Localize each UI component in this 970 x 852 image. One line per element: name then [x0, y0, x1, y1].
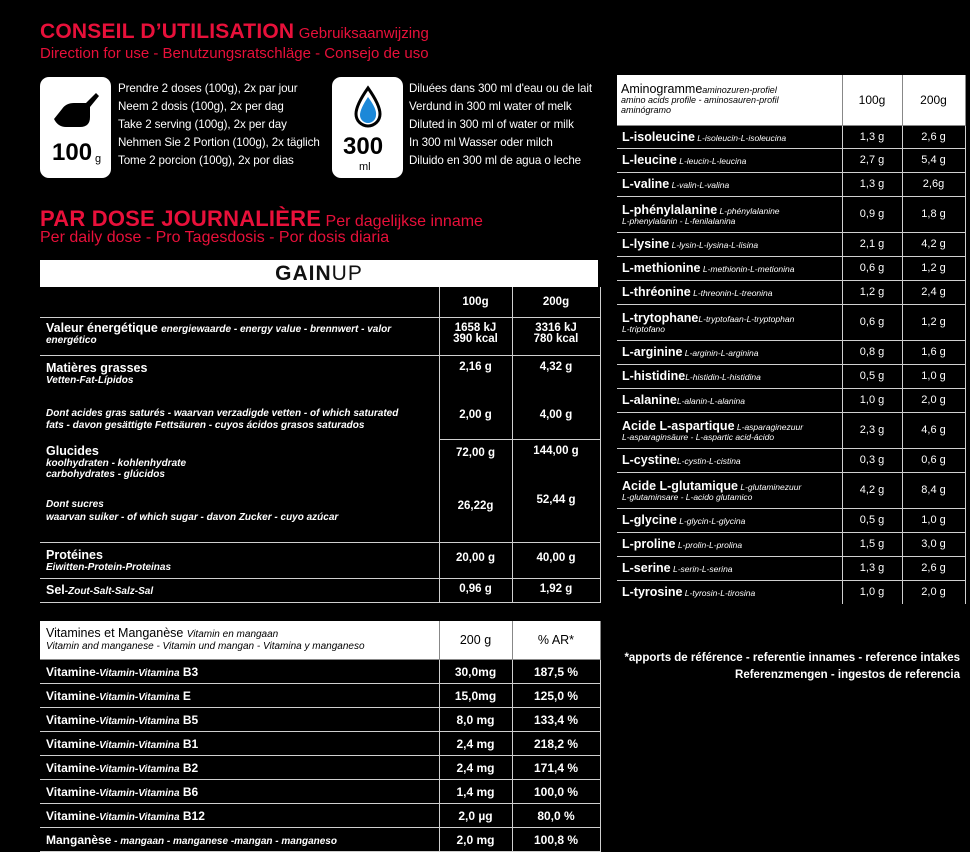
- amino-label: L-proline L-prolin-L-prolina: [617, 532, 842, 556]
- fat-label-cell: [40, 355, 439, 439]
- water-icon-box: [332, 77, 403, 178]
- amino-col-200g: 200g: [902, 75, 965, 125]
- sugars-title: Dont sucres: [46, 499, 104, 510]
- carbs-200g: [512, 439, 600, 542]
- salt-sub: -Zout-Salt-Salz-Sal: [64, 585, 154, 597]
- col-100g: 100g: [439, 287, 512, 317]
- fat-200g: [512, 355, 600, 439]
- footnote-line: *apports de référence - referentie innames - reference intakes: [624, 652, 960, 664]
- vitamin-ar: 80,0 %: [512, 804, 600, 828]
- protein-label-cell: [40, 542, 439, 578]
- carbs-100g: [439, 439, 512, 542]
- amino-table: [617, 75, 966, 604]
- amino-label: L-histidineL-histidin-L-histidina: [617, 364, 842, 388]
- salt-200g: 1,92 g: [512, 578, 600, 602]
- amino-100g: 1,3 g: [842, 556, 902, 580]
- vitamin-amount: 1,4 mg: [439, 780, 512, 804]
- amino-100g: 1,3 g: [842, 125, 902, 148]
- amino-row: [617, 125, 965, 148]
- amino-label: L-thréonine L-threonin-L-treonina: [617, 280, 842, 304]
- vitamin-amount: 30,0mg: [439, 660, 512, 684]
- protein-sub: Eiwitten-Protein-Proteinas: [46, 561, 172, 573]
- water-instructions: [409, 80, 592, 170]
- carbs-value: 144,00 g: [533, 444, 579, 457]
- vitamin-label: Vitamine-Vitamin-Vitamina B6: [40, 780, 439, 804]
- dose-line: Take 2 serving (100g), 2x per day: [118, 118, 287, 131]
- vitamin-row: [40, 732, 600, 756]
- nutrition-header-row: [40, 287, 600, 317]
- amino-100g: 1,3 g: [842, 172, 902, 196]
- amino-row: [617, 412, 965, 448]
- manganese-row: [40, 828, 600, 852]
- amino-200g: 4,6 g: [902, 412, 965, 448]
- vitamin-label: Vitamine-Vitamin-Vitamina B12: [40, 804, 439, 828]
- amino-label: L-tyrosine L-tyrosin-L-tirosina: [617, 580, 842, 604]
- amino-200g: 5,4 g: [902, 148, 965, 172]
- amino-col-100g: 100g: [842, 75, 902, 125]
- amino-200g: 4,2 g: [902, 232, 965, 256]
- amino-row: [617, 556, 965, 580]
- amino-label: L-phénylalanine L-phénylalanine L-phenylalanin - L-fenilalanina: [617, 196, 842, 232]
- amino-100g: 0,6 g: [842, 304, 902, 340]
- fat-label: Matières grasses: [46, 360, 148, 375]
- amino-100g: 2,3 g: [842, 412, 902, 448]
- carbs-row: [40, 439, 600, 542]
- amino-100g: 2,7 g: [842, 148, 902, 172]
- amino-label: Acide L-glutamique L-glutaminezuur L-glutaminsare - L-acido glutamico: [617, 472, 842, 508]
- amino-label: L-cystineL-cystin-L-cistina: [617, 448, 842, 472]
- scoop-icon: [52, 87, 100, 131]
- vit-col-200g: 200 g: [439, 621, 512, 660]
- water-unit: ml: [359, 161, 371, 173]
- fat-value: 4,32 g: [539, 360, 573, 373]
- energy-row: [40, 317, 600, 355]
- salt-row: [40, 578, 600, 602]
- daily-title-suffix: Per dagelijkse inname: [325, 213, 483, 230]
- vitamin-label: Vitamine-Vitamin-Vitamina E: [40, 684, 439, 708]
- amino-title-suffix: aminozuren-profiel: [702, 85, 777, 96]
- amino-100g: 0,5 g: [842, 364, 902, 388]
- vitamin-row: [40, 756, 600, 780]
- vitamin-ar: 171,4 %: [512, 756, 600, 780]
- vitamin-label: Vitamine-Vitamin-Vitamina B5: [40, 708, 439, 732]
- dose-line: Nehmen Sie 2 Portion (100g), 2x täglich: [118, 136, 320, 149]
- amino-row: [617, 448, 965, 472]
- amino-row: [617, 148, 965, 172]
- amino-200g: 2,6g: [902, 172, 965, 196]
- amino-row: [617, 472, 965, 508]
- dose-line: Tome 2 porcion (100g), 2x por dias: [118, 154, 294, 167]
- amino-100g: 4,2 g: [842, 472, 902, 508]
- manganese-label: Manganèse - mangaan - manganese -mangan - manganeso: [40, 828, 439, 852]
- directions-heading: [40, 22, 429, 44]
- amino-200g: 1,0 g: [902, 364, 965, 388]
- amino-200g: 1,0 g: [902, 508, 965, 532]
- amino-row: [617, 232, 965, 256]
- vitamin-label: Vitamine-Vitamin-Vitamina B3: [40, 660, 439, 684]
- amino-label: L-lysine L-lysin-L-lysina-L-lisina: [617, 232, 842, 256]
- vitamins-table: [40, 621, 601, 852]
- dose-icon-box: [40, 77, 111, 178]
- col-200g: 200g: [512, 287, 600, 317]
- amino-label: L-leucine L-leucin-L-leucina: [617, 148, 842, 172]
- vitamins-header: [40, 621, 439, 660]
- saturated-value: 2,00 g: [459, 408, 492, 421]
- carbs-value: 72,00 g: [456, 446, 495, 459]
- amino-label: L-alanineL-alanin-L-alanina: [617, 388, 842, 412]
- amino-100g: 0,6 g: [842, 256, 902, 280]
- amino-sub: amino acids profile - aminosauren-profil: [621, 95, 779, 106]
- vitamin-amount: 2,4 mg: [439, 756, 512, 780]
- energy-kcal: 780 kcal: [533, 332, 579, 345]
- amino-200g: 0,6 g: [902, 448, 965, 472]
- amino-row: [617, 508, 965, 532]
- water-line: Diluées dans 300 ml d'eau ou de lait: [409, 82, 592, 95]
- protein-row: [40, 542, 600, 578]
- amino-200g: 2,6 g: [902, 556, 965, 580]
- water-value: 300: [343, 133, 384, 160]
- salt-label-cell: [40, 578, 439, 602]
- amino-100g: 0,3 g: [842, 448, 902, 472]
- amino-label: L-trytophaneL-tryptofaan-L-tryptophan L-triptofano: [617, 304, 842, 340]
- nutrition-table: [40, 287, 601, 603]
- fat-row: [40, 355, 600, 439]
- amino-200g: 8,4 g: [902, 472, 965, 508]
- protein-100g: 20,00 g: [439, 542, 512, 578]
- salt-label: Sel: [46, 582, 65, 597]
- vitamin-row: [40, 804, 600, 828]
- amino-100g: 0,5 g: [842, 508, 902, 532]
- amino-100g: 0,8 g: [842, 340, 902, 364]
- amino-200g: 1,2 g: [902, 256, 965, 280]
- nutrition-brand: [40, 260, 598, 287]
- saturated-value: 4,00 g: [539, 408, 573, 421]
- vitamin-amount: 15,0mg: [439, 684, 512, 708]
- amino-200g: 1,6 g: [902, 340, 965, 364]
- amino-row: [617, 532, 965, 556]
- saturated-line: fats - davon gesättigte Fettsäuren - cuyos ácidos grasos saturados: [46, 419, 365, 431]
- energy-sub: energiewaarde - energy value - brennwert - valor energético: [46, 323, 392, 346]
- amino-header: [617, 75, 842, 125]
- protein-label: Protéines: [46, 547, 103, 562]
- fat-sub: Vetten-Fat-Lípidos: [46, 374, 134, 386]
- energy-kj: 1658 kJ: [454, 321, 497, 334]
- amino-100g: 1,2 g: [842, 280, 902, 304]
- amino-row: [617, 364, 965, 388]
- amino-200g: 2,6 g: [902, 125, 965, 148]
- vitamins-sub: Vitamin and manganese - Vitamin und mangan - Vitamina y manganeso: [46, 641, 365, 652]
- amino-label: L-isoleucine L-isoleucin-L-isoleucina: [617, 125, 842, 148]
- vitamin-label: Vitamine-Vitamin-Vitamina B2: [40, 756, 439, 780]
- directions-title-suffix: Gebruiksaanwijzing: [298, 25, 429, 42]
- amino-row: [617, 196, 965, 232]
- vitamin-ar: 187,5 %: [512, 660, 600, 684]
- blank-cell: [40, 287, 439, 317]
- vitamin-ar: 100,0 %: [512, 780, 600, 804]
- amino-200g: 3,0 g: [902, 532, 965, 556]
- amino-100g: 1,0 g: [842, 580, 902, 604]
- vitamin-row: [40, 660, 600, 684]
- amino-row: [617, 256, 965, 280]
- amino-100g: 1,5 g: [842, 532, 902, 556]
- fat-100g: [439, 355, 512, 439]
- directions-title: CONSEIL D’UTILISATION: [40, 20, 295, 43]
- footnote-line: Referenzmengen - ingestos de referencia: [735, 669, 960, 681]
- manganese-amount: 2,0 mg: [439, 828, 512, 852]
- carbs-label-cell: [40, 439, 439, 542]
- vitamin-amount: 2,0 µg: [439, 804, 512, 828]
- energy-label-cell: [40, 317, 439, 355]
- sugars-value: 26,22g: [457, 499, 494, 512]
- amino-row: [617, 172, 965, 196]
- salt-100g: 0,96 g: [439, 578, 512, 602]
- amino-200g: 1,2 g: [902, 304, 965, 340]
- footnote: [624, 650, 960, 684]
- amino-label: L-serine L-serin-L-serina: [617, 556, 842, 580]
- dose-value: 100: [52, 139, 93, 166]
- dose-instructions: [118, 80, 320, 170]
- amino-100g: 1,0 g: [842, 388, 902, 412]
- amino-row: [617, 340, 965, 364]
- carbs-sub2: carbohydrates - glúcidos: [46, 469, 165, 480]
- sugars-label: [46, 498, 433, 524]
- amino-label: Acide L-aspartique L-asparaginezuur L-asparaginsäure - L-aspartic acid-ácido: [617, 412, 842, 448]
- amino-label: L-glycine L-glycin-L-glycina: [617, 508, 842, 532]
- vitamin-row: [40, 780, 600, 804]
- dose-line: Neem 2 dosis (100g), 2x per dag: [118, 100, 284, 113]
- vitamins-header-row: [40, 621, 600, 660]
- amino-200g: 1,8 g: [902, 196, 965, 232]
- sugars-sub: waarvan suiker - of which sugar - davon Zucker - cuyo azúcar: [46, 512, 339, 523]
- amino-200g: 2,4 g: [902, 280, 965, 304]
- carbs-label: Glucides: [46, 444, 99, 458]
- amino-title: Aminogramme: [621, 82, 703, 97]
- vitamin-amount: 2,4 mg: [439, 732, 512, 756]
- amino-row: [617, 304, 965, 340]
- vitamin-row: [40, 708, 600, 732]
- energy-label: Valeur énergétique: [46, 320, 158, 335]
- water-line: In 300 ml Wasser oder milch: [409, 136, 553, 149]
- amino-sub2: aminógramo: [621, 105, 672, 116]
- dose-line: Prendre 2 doses (100g), 2x par jour: [118, 82, 298, 95]
- sugars-value: 52,44 g: [536, 493, 576, 506]
- saturated-line: Dont acides gras saturés - waarvan verzadigde vetten - of which saturated: [46, 407, 399, 419]
- vitamins-title-suffix: Vitamin en mangaan: [186, 629, 279, 640]
- amino-label: L-arginine L-arginin-L-arginina: [617, 340, 842, 364]
- vitamin-ar: 133,4 %: [512, 708, 600, 732]
- directions-subtitle: Direction for use - Benutzungsratschläge - Consejo de uso: [40, 45, 429, 62]
- amino-100g: 2,1 g: [842, 232, 902, 256]
- fat-value: 2,16 g: [459, 360, 492, 373]
- amino-label: L-methionine L-methionin-L-metionina: [617, 256, 842, 280]
- amino-label: L-valine L-valin-L-valina: [617, 172, 842, 196]
- carbs-sub: koolhydraten - kohlenhydrate: [46, 458, 187, 469]
- protein-200g: 40,00 g: [512, 542, 600, 578]
- vitamin-label: Vitamine-Vitamin-Vitamina B1: [40, 732, 439, 756]
- amino-row: [617, 388, 965, 412]
- energy-200g: [512, 317, 600, 355]
- water-drop-icon: [353, 85, 383, 129]
- vitamin-ar: 125,0 %: [512, 684, 600, 708]
- vitamin-ar: 218,2 %: [512, 732, 600, 756]
- amino-200g: 2,0 g: [902, 580, 965, 604]
- brand-light: UP: [331, 262, 363, 285]
- saturated-label: [46, 408, 433, 432]
- amino-header-row: [617, 75, 965, 125]
- amino-200g: 2,0 g: [902, 388, 965, 412]
- vitamins-title: Vitamines et Manganèse: [46, 626, 184, 640]
- amino-row: [617, 280, 965, 304]
- amino-100g: 0,9 g: [842, 196, 902, 232]
- brand-bold: GAIN: [275, 262, 332, 285]
- water-line: Diluido en 300 ml de agua o leche: [409, 154, 582, 167]
- daily-subtitle: Per daily dose - Pro Tagesdosis - Por dosis diaria: [40, 229, 390, 246]
- manganese-ar: 100,8 %: [512, 828, 600, 852]
- energy-kcal: 390 kcal: [453, 332, 498, 345]
- vit-col-ar: % AR*: [512, 621, 600, 660]
- dose-unit: g: [95, 153, 102, 165]
- vitamin-row: [40, 684, 600, 708]
- vitamin-amount: 8,0 mg: [439, 708, 512, 732]
- energy-100g: [439, 317, 512, 355]
- energy-kj: 3316 kJ: [535, 321, 577, 334]
- water-line: Verdund in 300 ml water of melk: [409, 100, 572, 113]
- amino-row: [617, 580, 965, 604]
- water-line: Diluted in 300 ml of water or milk: [409, 118, 574, 131]
- daily-title: PAR DOSE JOURNALIÈRE: [40, 206, 322, 231]
